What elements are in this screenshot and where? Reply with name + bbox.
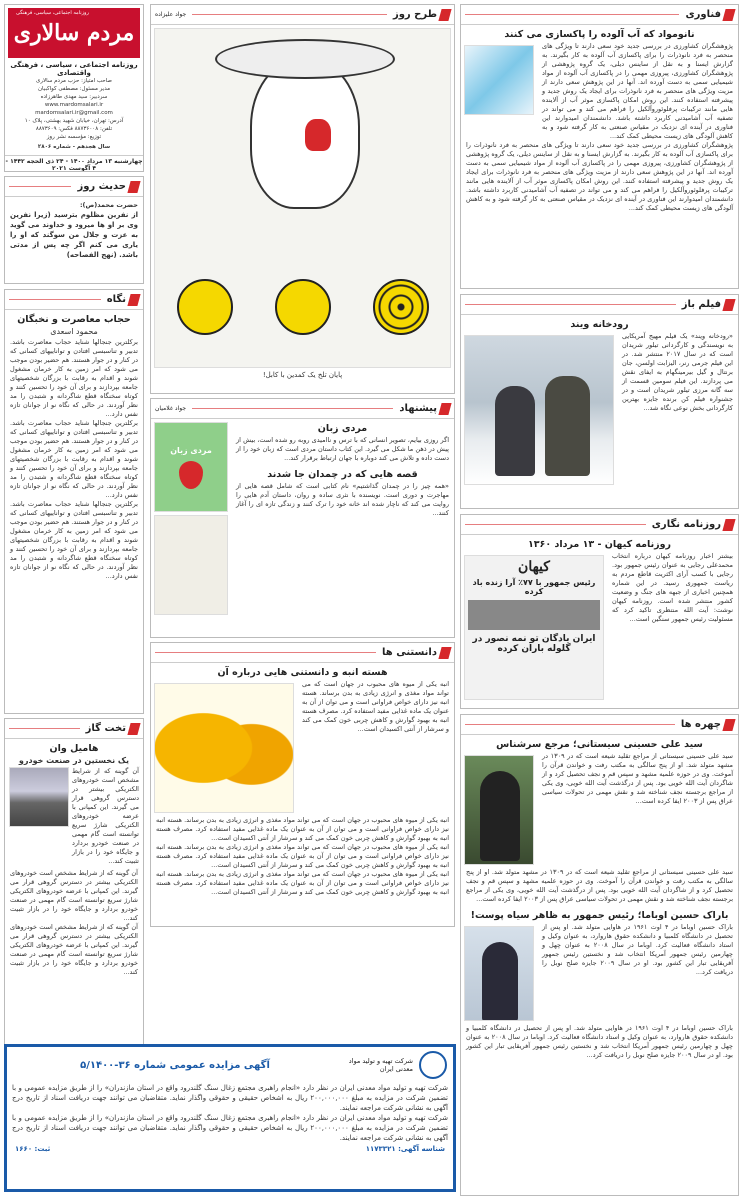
article-body-cont: انبه یکی از میوه های محبوب در جهان است که می تواند مواد مغذی و انرژی زیادی به بدن برساند. هسته انبه نیز دارای خواص فراوانی است و می توان از آن به عنوان یک ماده غذایی مفید استفاده کرد. مصرف هسته انبه به بهبود گوارش و کاهش چربی خون کمک می کند و سرشار از آنتی اکسیدان است... bbox=[156, 816, 449, 842]
water-splash-photo bbox=[464, 45, 534, 115]
figure-1 bbox=[495, 386, 535, 476]
book-cover-2 bbox=[154, 515, 228, 615]
masthead-line: سردبیر: سید مهدی طاهرزاده bbox=[40, 94, 108, 100]
masthead-line: تلفن: ۸۸۷۳۶۰۰۸ فکس: ۸۸۷۳۶۰۹ bbox=[35, 126, 113, 132]
masthead-email[interactable]: mardomsalari.ir@gmail.com bbox=[35, 110, 113, 116]
article-headline: نانومواد که آب آلوده را پاکسازی می کنند bbox=[504, 29, 695, 40]
article-body-2: باراک حسین اوباما در ۴ اوت ۱۹۶۱ در هاوایی متولد شد. او پس از تحصیل در دانشگاه کلمبیا و دانشکده حقوق هاروارد، به عنوان وکیل و استاد دانشگاه فعالیت کرد. اوباما در سال ۲۰۰۸ به عنوان چهل و چهارمین رئیس جمهور آمریکا انتخاب شد و نخستین رئیس جمهور آفریقایی تبار این کشور بود. او در سال ۲۰۰۹ جایزه صلح نوبل را دریافت کرد... bbox=[542, 923, 733, 976]
target-icon bbox=[373, 279, 429, 335]
article-body: انبه یکی از میوه های محبوب در جهان است که می تواند مواد مغذی و انرژی زیادی به بدن برساند. هسته انبه نیز دارای خواص فراوانی است و می توان از آن به عنوان یک ماده غذایی مفید استفاده کرد. مصرف هسته انبه به بهبود گوارش و کاهش چربی خون کمک می کند و سرشار از آنتی اکسیدان است... bbox=[302, 680, 449, 733]
cartoon-author: جواد علیزاده bbox=[155, 11, 187, 18]
cartoon-image bbox=[154, 28, 451, 368]
article-body: اگر روزی بیایم، تصویر انسانی که با ترس و ناامیدی روبه رو شده است، بیش از پیش در ذهن ما شکل می گیرد. این کتاب داستان مردی است که زبان خود را از دست داده و تلاش می کند دوباره با جهان ارتباط برقرار کند... bbox=[236, 436, 449, 462]
portrait-sistani bbox=[464, 755, 534, 865]
article-body: آن گوینه که از شرایط مشخص است خودروهای الکتریکی بیشتر در دسترس گروهی قرار می گیرند. این کمپانی با عرضه خودروهای الکتریکی شارژ سریع توانسته است گام مهمی در صنعت خودرو بردارد و جایگاه خود را در بازار تثبیت کند... bbox=[72, 767, 139, 865]
issue-number: سال هجدهم - شماره ۲۸۰۶ bbox=[37, 144, 111, 150]
negah-box bbox=[4, 289, 144, 714]
section-title: روزنامه نگاری bbox=[651, 519, 721, 530]
middle-column bbox=[150, 4, 455, 1044]
article-headline: رودخانه ویند bbox=[570, 319, 629, 330]
sad-face-icon bbox=[275, 279, 331, 335]
article-body: سید علی حسینی سیستانی از مراجع تقلید شیعه است که در ۱۳۰۹ در مشهد متولد شد. او از پنج سالگی به مکتب رفت و خواندن قرآن را آموخت. وی در حوزه علمیه مشهد و سپس قم و نجف تحصیل کرد و از شاگردان آیت الله خویی بود. پس از درگذشت آیت الله خویی، وی یکی از مراجع برجسته نجف شناخته شد و نقش مهمی در تحولات سیاسی عراق پس از ۲۰۰۳ ایفا کرده است... bbox=[542, 752, 733, 805]
section-header bbox=[151, 643, 454, 663]
section-marker-icon bbox=[127, 723, 140, 735]
newspaper-clipping bbox=[464, 555, 604, 700]
ad-body-cont: شرکت تهیه و تولید مواد معدنی ایران در نظر دارد «انجام راهبری مجتمع زغال سنگ گلندرود واقع در استان مازندران» را از طریق مزایده عمومی و با تضمین شرکت در مزایده به مبلغ ۲۰۰,۰۰۰,۰۰۰ ریال به اشخاص حقیقی و حقوقی واگذار نماید. متقاضیان می توانند جهت دریافت اسناد از تاریخ درج آگهی به نشانی شرکت مراجعه نمایند. bbox=[12, 1114, 448, 1142]
clipping-photo bbox=[468, 600, 600, 630]
car-photo bbox=[9, 767, 69, 827]
red-hand-mark bbox=[305, 119, 331, 151]
article-body-cont: انبه یکی از میوه های محبوب در جهان است که می تواند مواد مغذی و انرژی زیادی به بدن برساند. هسته انبه نیز دارای خواص فراوانی است و می توان از آن به عنوان یک ماده غذایی مفید استفاده کرد. مصرف هسته انبه به بهبود گوارش و کاهش چربی خون کمک می کند و سرشار از آنتی اکسیدان است... bbox=[156, 870, 449, 896]
ad-id: شناسه آگهی: ۱۱۷۳۳۲۱ bbox=[365, 1145, 445, 1153]
section-header bbox=[5, 290, 143, 310]
ad-code: ثبت: ۱۶۶۰ bbox=[15, 1145, 51, 1153]
book-title: مردی زبان bbox=[170, 445, 212, 455]
happy-face-icon bbox=[177, 279, 233, 335]
section-header bbox=[5, 719, 143, 739]
article-body: پژوهشگران کشاورزی در بررسی جدید خود سعی دارند تا ویژگی های منحصر به فرد نانوذرات را برای پاکسازی آب آلوده به کار بگیرند. به گزارش ایسنا و به نقل از ساینس دیلی، یک گروه پژوهشی از پژوهشگران کشاورزی، پیروزی مهمی را در پاکسازی آب آلوده از مواد شیمیایی سمی به دست آورده اند. آنها در این پژوهش سعی دارند از مزیت ویژگی های منحصر به فرد نانوذرات برای ایجاد یک روش جدید و پیشرفته استفاده کنند. این روش امکان پاکسازی موثر آب از آلاینده هایی مانند ترکیبات پرفلوئوروآلکیل را فراهم می کند و می تواند در تصفیه آب آشامیدنی کاربرد داشته باشد. دانشمندان امیدوارند این فناوری در آینده ای نزدیک در مقیاس صنعتی به کار گرفته شود و به کاهش آلودگی های زیست محیطی کمک کند... bbox=[542, 42, 733, 140]
section-title: نگاه bbox=[106, 294, 126, 305]
right-column bbox=[460, 4, 739, 1196]
section-title: حدیث روز bbox=[77, 181, 126, 192]
ad-company: شرکت تهیه و تولید مواد معدنی ایران bbox=[348, 1057, 413, 1073]
section-title: پیشنهاد bbox=[399, 403, 437, 414]
section-title: دانستنی ها bbox=[382, 647, 437, 658]
masthead-subtitle: روزنامه اجتماعی ، سیاسی ، فرهنگی واقتصادی bbox=[10, 61, 138, 77]
logo-tagline: روزنامه اجتماعی، سیاسی، فرهنگی bbox=[16, 10, 89, 16]
article-headline: هامیل وان bbox=[49, 743, 99, 754]
movie-still bbox=[464, 335, 614, 485]
clipping-headline: رئیس جمهور با ۷۷٪ آرا زنده باد کرده bbox=[472, 578, 596, 596]
article-body-cont: پژوهشگران کشاورزی در بررسی جدید خود سعی دارند تا ویژگی های منحصر به فرد نانوذرات را برای پاکسازی آب آلوده به کار بگیرند. به گزارش ایسنا و به نقل از ساینس دیلی، یک گروه پژوهشی از پژوهشگران کشاورزی، پیروزی مهمی را در پاکسازی آب آلوده از مواد شیمیایی سمی به دست آورده اند. آنها در این پژوهش سعی دارند از مزیت ویژگی های منحصر به فرد نانوذرات برای ایجاد یک روش جدید و پیشرفته استفاده کنند. این روش امکان پاکسازی موثر آب از آلاینده هایی مانند ترکیبات پرفلوئوروآلکیل را فراهم می کند و می تواند در تصفیه آب آشامیدنی کاربرد داشته باشد. دانشمندان امیدوارند این فناوری در آینده ای نزدیک در مقیاس صنعتی به کار گرفته شود و به کاهش آلودگی های زیست محیطی کمک کند... bbox=[466, 141, 733, 212]
section-header bbox=[461, 515, 738, 535]
section-title: تخت گاز bbox=[85, 723, 126, 734]
strawberry-icon bbox=[179, 461, 203, 489]
masthead-line: توزیع: مؤسسه نشر روز bbox=[46, 134, 102, 140]
book-cover-1 bbox=[154, 422, 228, 512]
article-body-cont: آن گوینه که از شرایط مشخص است خودروهای الکتریکی بیشتر در دسترس گروهی قرار می گیرند. این کمپانی با عرضه خودروهای الکتریکی شارژ سریع توانسته است گام مهمی در صنعت خودرو بردارد و جایگاه خود را در بازار تثبیت کند... bbox=[10, 869, 138, 922]
section-marker-icon bbox=[722, 719, 735, 731]
hat-drawing bbox=[215, 39, 395, 79]
masthead-link[interactable]: www.mardomsalari.ir bbox=[44, 102, 104, 108]
section-header bbox=[151, 399, 454, 419]
section-marker-icon bbox=[127, 294, 140, 306]
section-marker-icon bbox=[438, 647, 451, 659]
article-subheadline: یک نخستین در صنعت خودرو bbox=[18, 756, 130, 765]
section-marker-icon bbox=[438, 403, 451, 415]
masthead-line: صاحب امتیاز: حزب مردم سالاری bbox=[36, 78, 112, 84]
article-headline: روزنامه کیهان - ۱۳ مرداد ۱۳۶۰ bbox=[527, 539, 672, 550]
article-body-2-cont: باراک حسین اوباما در ۴ اوت ۱۹۶۱ در هاوایی متولد شد. او پس از تحصیل در دانشگاه کلمبیا و دانشکده حقوق هاروارد، به عنوان وکیل و استاد دانشگاه فعالیت کرد. اوباما در سال ۲۰۰۸ به عنوان چهل و چهارمین رئیس جمهور آمریکا انتخاب شد و نخستین رئیس جمهور آفریقایی تبار این کشور بود. او در سال ۲۰۰۹ جایزه صلح نوبل را دریافت کرد... bbox=[466, 1024, 733, 1059]
article-body-cont: سید علی حسینی سیستانی از مراجع تقلید شیعه است که در ۱۳۰۹ در مشهد متولد شد. او از پنج سالگی به مکتب رفت و خواندن قرآن را آموخت. وی در حوزه علمیه مشهد و سپس قم و نجف تحصیل کرد و از شاگردان آیت الله خویی بود. پس از درگذشت آیت الله خویی، وی یکی از مراجع برجسته نجف شناخته شد و نقش مهمی در تحولات سیاسی عراق پس از ۲۰۰۳ ایفا کرده است... bbox=[466, 868, 733, 903]
article-body-cont: آن گوینه که از شرایط مشخص است خودروهای الکتریکی بیشتر در دسترس گروهی قرار می گیرند. این کمپانی با عرضه خودروهای الکتریکی شارژ سریع توانسته است گام مهمی در صنعت خودرو بردارد و جایگاه خود را در بازار تثبیت کند... bbox=[10, 923, 138, 976]
newspaper-logo bbox=[8, 8, 140, 58]
article-author: محمود اسعدی bbox=[50, 327, 98, 336]
section-title: فناوری bbox=[685, 9, 721, 20]
section-marker-icon bbox=[722, 9, 735, 21]
figure-2 bbox=[545, 376, 590, 476]
section-marker-icon bbox=[127, 181, 140, 193]
article-headline-2: باراک حسین اوباما؛ رئیس جمهور به ظاهر سیاه پوست! bbox=[470, 910, 729, 921]
section-title: فیلم باز bbox=[681, 299, 721, 310]
ad-body: شرکت تهیه و تولید مواد معدنی ایران در نظر دارد «انجام راهبری مجتمع زغال سنگ گلندرود واقع در استان مازندران» را از طریق مزایده عمومی و با تضمین شرکت در مزایده به مبلغ ۲۰۰,۰۰۰,۰۰۰ ریال به اشخاص حقیقی و حقوقی واگذار نماید. متقاضیان می توانند جهت دریافت اسناد از تاریخ درج آگهی به نشانی شرکت مراجعه نمایند. bbox=[12, 1084, 448, 1112]
article-headline: مردی زبان bbox=[317, 423, 368, 434]
portrait-obama bbox=[464, 926, 534, 1021]
auction-ad bbox=[4, 1044, 456, 1192]
masthead-line: آدرس: تهران، خیابان شهید بهشتی، پلاک ۱۰ bbox=[24, 118, 124, 124]
logo-text: مردم سالاری bbox=[13, 20, 135, 46]
section-marker-icon bbox=[722, 299, 735, 311]
section-title: طرح روز bbox=[392, 9, 437, 20]
article-headline: سید علی حسینی سیستانی؛ مرجع سرشناس bbox=[496, 739, 703, 750]
hadith-source: حضرت محمد(ص): bbox=[79, 201, 138, 209]
chehreha-box bbox=[460, 714, 739, 1196]
portrait-figure bbox=[480, 771, 520, 861]
rooznamehnegari-box bbox=[460, 514, 739, 709]
company-logo bbox=[419, 1051, 447, 1079]
article-body-cont: برکلترین جنجالها شناید حجاب معاصرت باشد. تدبیر و تناسبسی افتادن و تواناییهای کسانی که در کنار و در جوار هستند. هم حضیر بودن موجب می شود که امر زمین به کار خرمان مشغول شوند و اقدام به رقابت با بزرگان شخصیتهای جامعه بپردازند و برای آن خود را تحسین کنند و کوتاه سخنگاه قطع شاگردانه و شتبدن را مد نظر آوردند. در حالی که نگاه نو از جوانان تازه نفس دارد... bbox=[10, 500, 138, 580]
cartoon-caption: پایان تلخ یک کمدین با کابل! bbox=[262, 371, 343, 379]
section-header bbox=[461, 715, 738, 735]
mango-photo bbox=[154, 683, 294, 813]
section-marker-icon bbox=[722, 519, 735, 531]
section-title: چهره ها bbox=[680, 719, 721, 730]
section-marker-icon bbox=[438, 9, 451, 21]
section-header bbox=[5, 177, 143, 197]
film-box bbox=[460, 294, 739, 509]
pishnahad-box bbox=[150, 398, 455, 638]
issue-date: چهارشنبه ۱۳ مرداد ۱۴۰۰ - ۲۴ ذی الحجه ۱۴۴۲ - ۴ آگوست ۲۰۲۱ bbox=[5, 155, 143, 172]
masthead bbox=[4, 4, 144, 172]
ad-title: آگهی مزایده عمومی شماره ۳۶-۵/۱۴۰۰ bbox=[80, 1059, 270, 1071]
article-body-cont: انبه یکی از میوه های محبوب در جهان است که می تواند مواد مغذی و انرژی زیادی به بدن برساند. هسته انبه نیز دارای خواص فراوانی است و می توان از آن به عنوان یک ماده غذایی مفید استفاده کرد. مصرف هسته انبه به بهبود گوارش و کاهش چربی خون کمک می کند و سرشار از آنتی اکسیدان است... bbox=[156, 843, 449, 869]
section-header bbox=[461, 5, 738, 25]
hadith-box bbox=[4, 176, 144, 284]
section-header bbox=[461, 295, 738, 315]
hadith-text: از نفرین مظلوم بترسید (زیرا نفرین وی بر او ها میرود و خداوند می گوید به عزت و جلال من سوگند که او را یاری می کنم اگر چه پس از مدتی باشد. (نهج الفصاحه) bbox=[10, 211, 138, 259]
article-body-cont: برکلترین جنجالها شناید حجاب معاصرت باشد. تدبیر و تناسبسی افتادن و تواناییهای کسانی که در کنار و در جوار هستند. هم حضیر بودن موجب می شود که امر زمین به کار خرمان مشغول شوند و اقدام به رقابت با بزرگان شخصیتهای جامعه بپردازند و برای آن خود را تحسین کنند و کوتاه سخنگاه قطع شاگردانه و شتبدن را مد نظر آوردند. در حالی که نگاه نو از جوانان تازه نفس دارد... bbox=[10, 419, 138, 499]
article-body: «رودخانه ویند» یک فیلم مهیج آمریکایی به نویسندگی و کارگردانی تیلور شریدان است که در سال ۲۰۱۷ منتشر شد. در این فیلم جرمی رنر، الیزابت اولسن، جان برنتال و گیل بیرمینگهام به ایفای نقش می پردازند. این فیلم سومین قسمت از سه گانه مرزی تیلور شریدان است و در جشنواره فیلم کن برنده جایزه بهترین کارگردانی بخش نوعی نگاه شد... bbox=[622, 332, 733, 412]
tekhteh-gaz-box bbox=[4, 718, 144, 1098]
masthead-line: مدیر مسئول: مصطفی کواکبیان bbox=[37, 86, 111, 92]
article-headline-2: قصه هایی که در چمدان جا شدند bbox=[267, 469, 418, 480]
cartoon-box bbox=[150, 4, 455, 394]
article-body: برکلترین جنجالها شناید حجاب معاصرت باشد. تدبیر و تناسبسی افتادن و تواناییهای کسانی که در کنار و در جوار هستند. هم حضیر بودن موجب می شود که امر زمین به کار خرمان مشغول شوند و اقدام به رقابت با بزرگان شخصیتهای جامعه بپردازند و برای آن خود را تحسین کنند و کوتاه سخنگاه قطع شاگردانه و شتبدن را مد نظر آوردند. در حالی که نگاه نو از جوانان تازه نفس دارد... bbox=[10, 338, 138, 418]
fanavari-box bbox=[460, 4, 739, 289]
article-body-2: «همه چیز را در چمدان گذاشتیم» نام کتابی است که شامل قصه هایی از مهاجرت و دوری است. نویسنده با نثری ساده و روان، داستان آدم هایی را روایت می کند که ناچار شده اند خانه خود را ترک کنند و زندگی تازه ای را آغاز کنند... bbox=[236, 482, 449, 517]
section-header bbox=[151, 5, 454, 25]
left-column bbox=[4, 4, 144, 1119]
clipping-headline-2: ایران یادگان تو نمه نصور در گلوله باران کرده bbox=[472, 634, 596, 654]
article-author: جواد غلامیان bbox=[155, 405, 187, 412]
article-body: بیشتر اخبار روزنامه کیهان درباره انتخاب محمدعلی رجایی به عنوان رئیس جمهور بود. رجایی با کسب آرای اکثریت قاطع مردم به ریاست جمهوری رسید. در این شماره همچنین اخباری از جبهه های جنگ و وضعیت کشور منتشر شده است. روزنامه کیهان نوشت: آیت الله منتظری تاکید کرد که مسئولیت رئیس جمهور سنگین است... bbox=[612, 552, 733, 623]
daneshiha-box bbox=[150, 642, 455, 927]
clipping-title: کیهان bbox=[518, 559, 550, 575]
article-headline: هسته انبه و دانستنی هایی درباره آن bbox=[217, 667, 388, 678]
article-headline: حجاب معاصرت و نخبگان bbox=[17, 314, 131, 325]
portrait-figure bbox=[482, 942, 518, 1021]
